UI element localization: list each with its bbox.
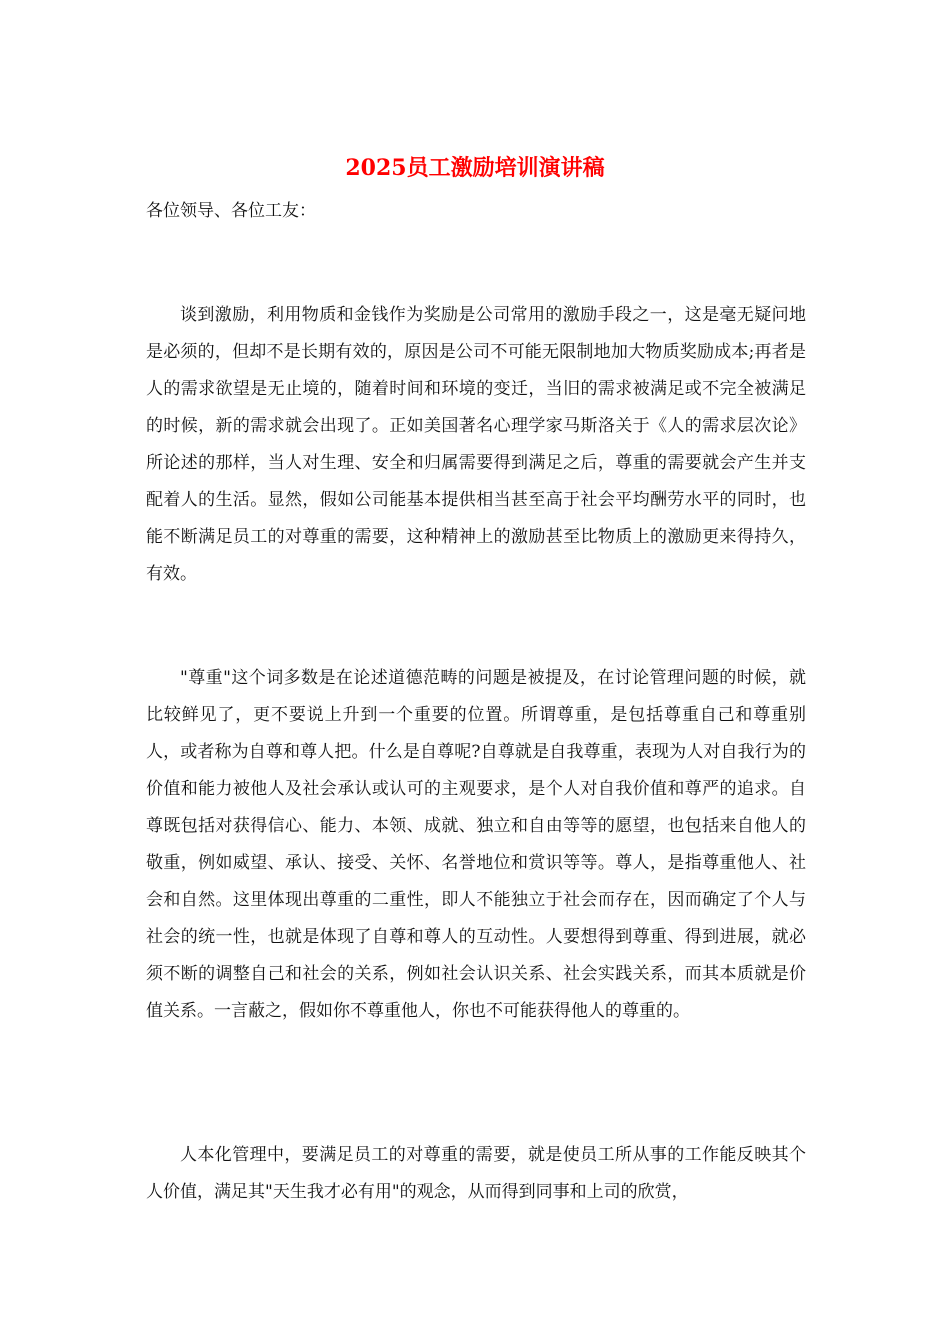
paragraph-3: 人本化管理中，要满足员工的对尊重的需要，就是使员工所从事的工作能反映其个人价值，满足其"天生我才必有用"的观念，从而得到同事和上司的欣赏， — [146, 1145, 806, 1202]
paragraph-1: 谈到激励，利用物质和金钱作为奖励是公司常用的激励手段之一，这是毫无疑问地是必须的，但却不是长期有效的，原因是公司不可能无限制地加大物质奖励成本;再者是人的需求欲望是无止境的，随着时间和环境的变迁，当旧的需求被满足或不完全被满足的时候，新的需求就会出现了。正如美国著名心理学家马斯洛关于《人的需求层次论》所论述的那样，当人对生理、安全和归属需要得到满足之后，尊重的需要就会产生并支配着人的生活。显然，假如公司能基本提供相当甚至高于社会平均酬劳水平的同时，也能不断满足员工的对尊重的需要，这种精神上的激励甚至比物质上的激励更来得持久，有效。 — [146, 305, 806, 584]
greeting-line: 各位领导、各位工友： — [146, 201, 316, 221]
paragraph-2: "尊重"这个词多数是在论述道德范畴的问题是被提及，在讨论管理问题的时候，就比较鲜见了，更不要说上升到一个重要的位置。所谓尊重，是包括尊重自己和尊重别人，或者称为自尊和尊人把。什么是自尊呢?自尊就是自我尊重，表现为人对自我行为的价值和能力被他人及社会承认或认可的主观要求，是个人对自我价值和尊严的追求。自尊既包括对获得信心、能力、本领、成就、独立和自由等等的愿望，也包括来自他人的敬重，例如威望、承认、接受、关怀、名誉地位和赏识等等。尊人，是指尊重他人、社会和自然。这里体现出尊重的二重性，即人不能独立于社会而存在，因而确定了个人与社会的统一性，也就是体现了自尊和尊人的互动性。人要想得到尊重、得到进展，就必须不断的调整自己和社会的关系，例如社会认识关系、社会实践关系，而其本质就是价值关系。一言蔽之，假如你不尊重他人，你也不可能获得他人的尊重的。 — [146, 668, 806, 1021]
document-title: 2025员工激励培训演讲稿 — [345, 155, 605, 181]
